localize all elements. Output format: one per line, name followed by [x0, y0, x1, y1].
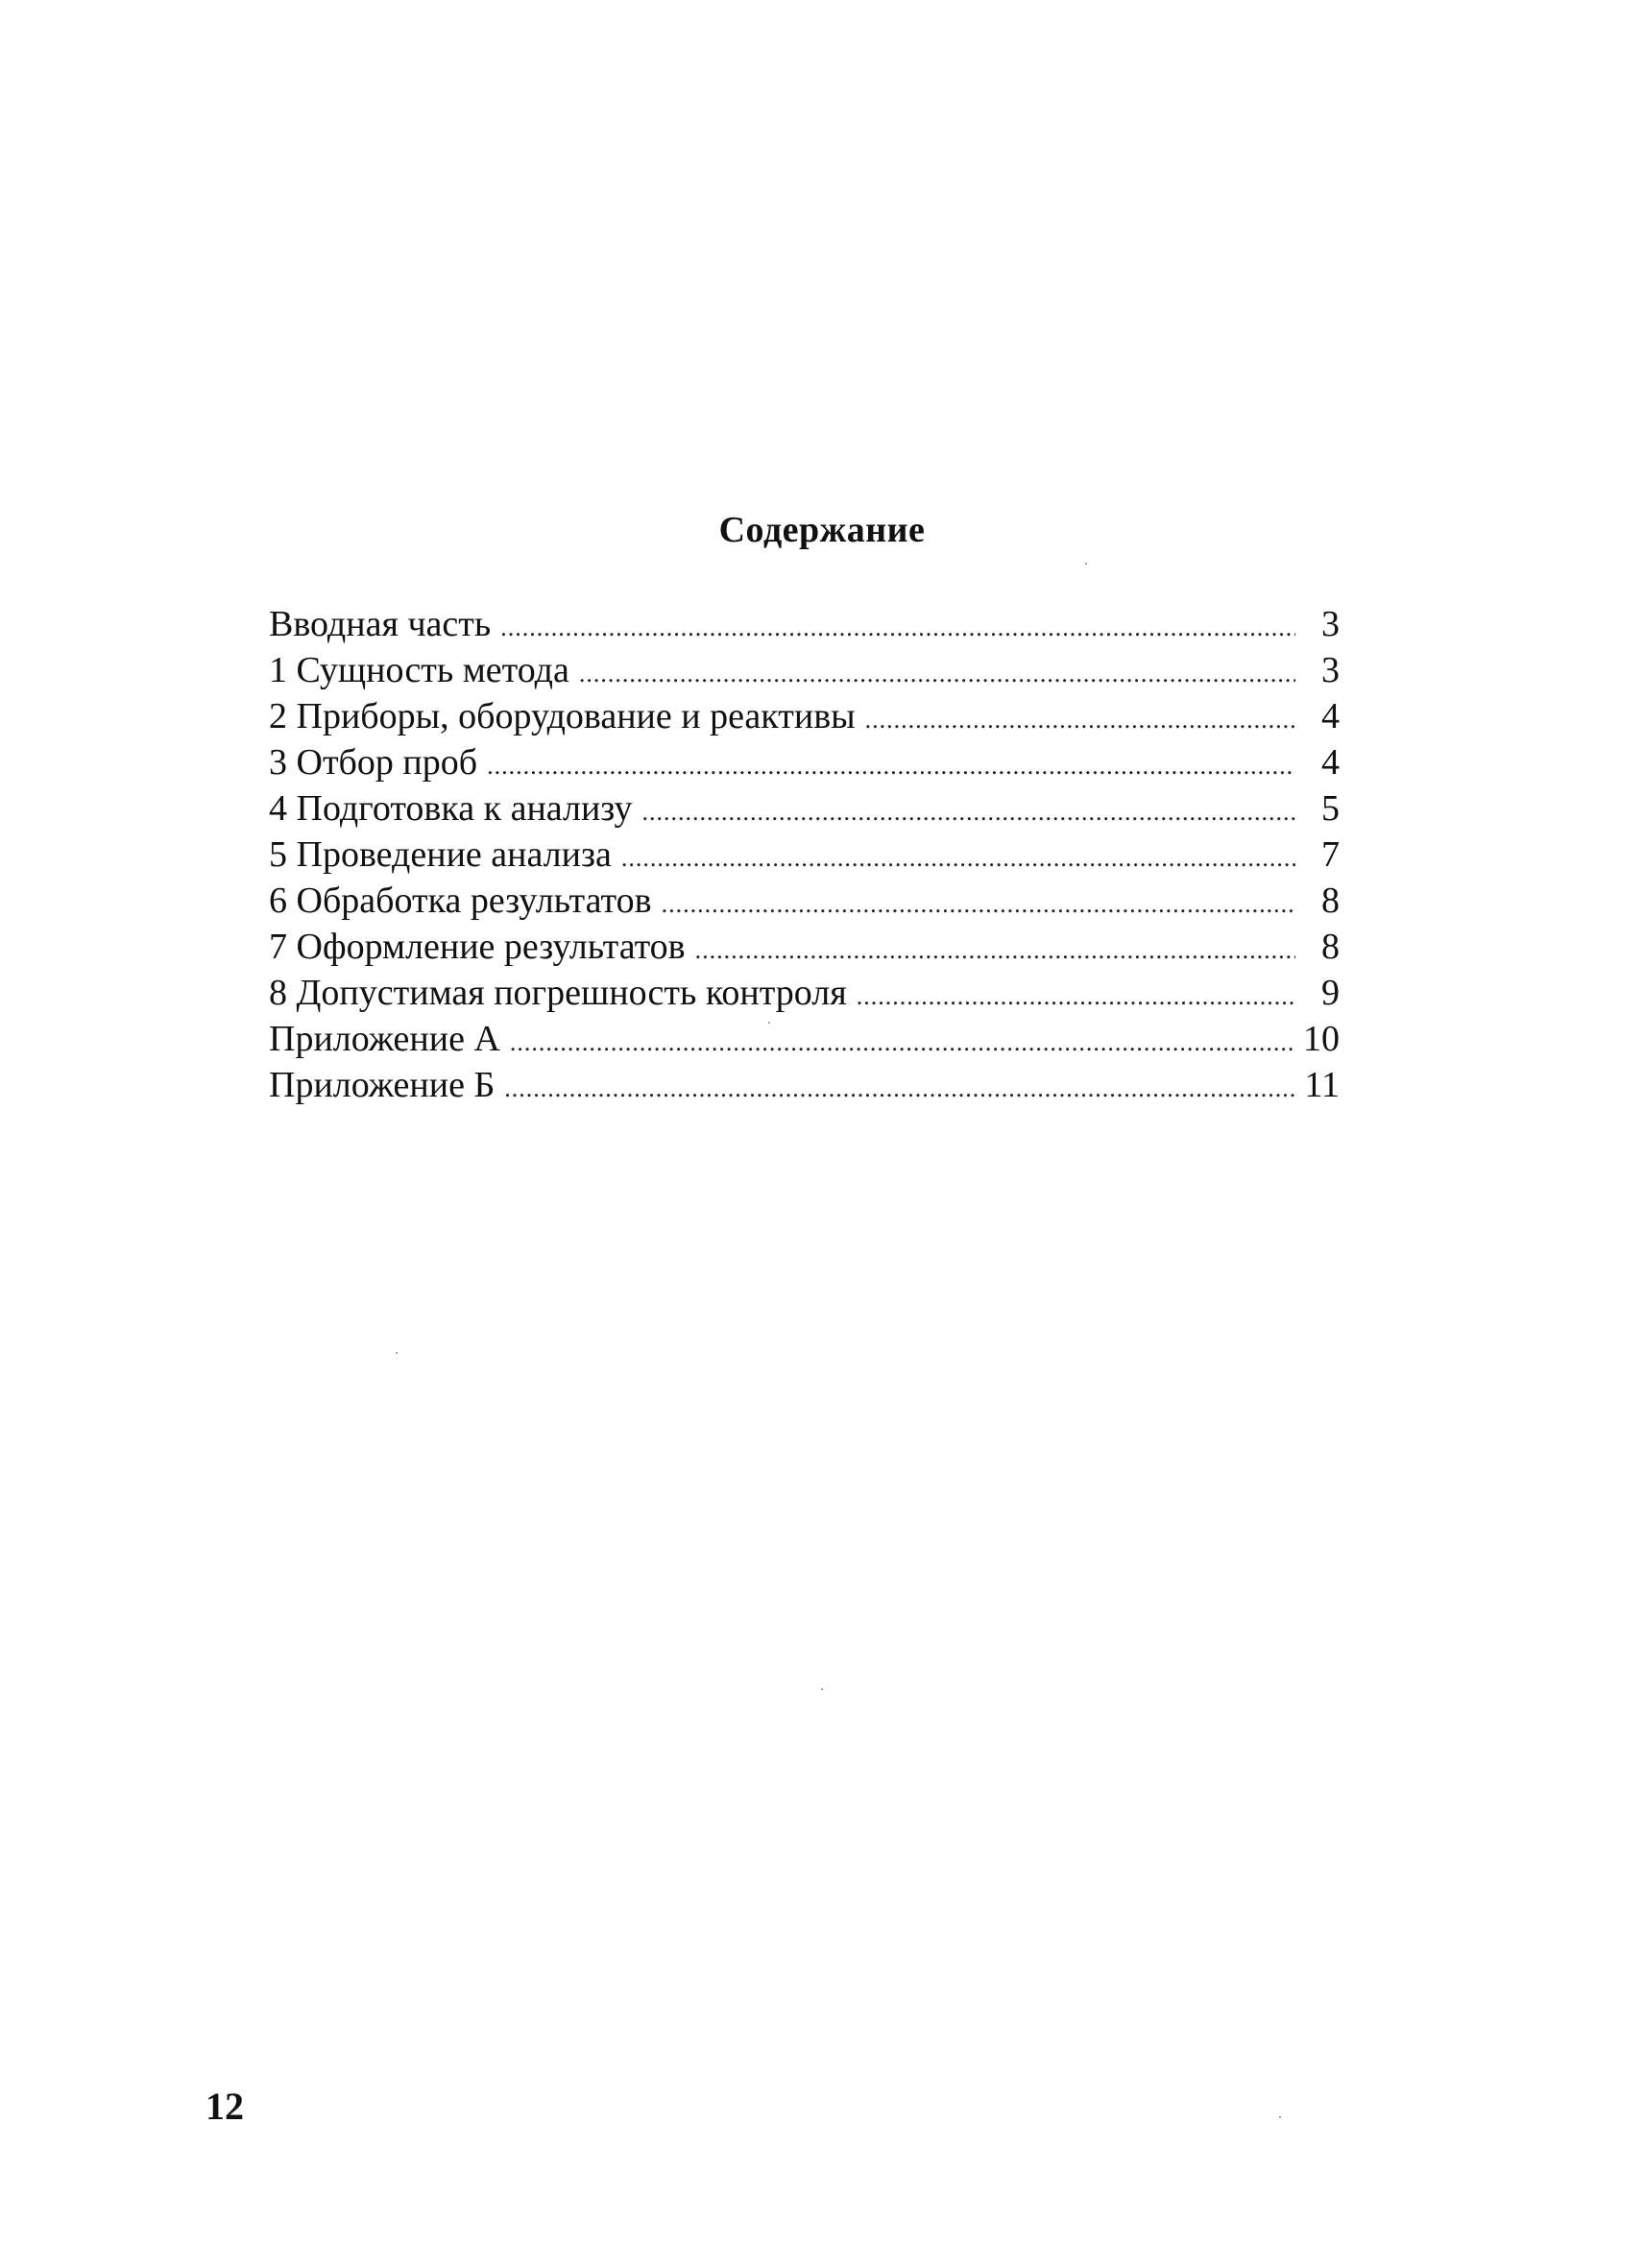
- toc-entry[interactable]: [269, 647, 1340, 693]
- scan-speck: [1085, 563, 1087, 565]
- scan-speck: [396, 1352, 398, 1354]
- toc-entry-label: 6 Обработка результатов: [269, 881, 652, 921]
- toc-dot-leader: [621, 835, 1295, 881]
- toc-dot-leader: [510, 1020, 1295, 1066]
- toc-dot-leader: [500, 605, 1295, 651]
- page-number: 12: [206, 2085, 244, 2128]
- scan-speck: [768, 1022, 770, 1024]
- toc-dot-leader: [857, 974, 1295, 1020]
- toc-entry[interactable]: [269, 601, 1340, 647]
- toc-entry[interactable]: [269, 1016, 1340, 1062]
- toc-entry-label: 5 Проведение анализа: [269, 834, 612, 875]
- toc-entry-page: 7: [1321, 834, 1340, 875]
- toc-entry-label: 2 Приборы, оборудование и реактивы: [269, 696, 856, 736]
- toc-entry-label: 3 Отбор проб: [269, 742, 478, 783]
- toc-dot-leader: [662, 881, 1295, 928]
- toc-entry-label: 7 Оформление результатов: [269, 927, 686, 967]
- toc-entry-label: Вводная часть: [269, 604, 492, 644]
- toc-entry-label: Приложение Б: [269, 1065, 496, 1105]
- toc-entry-page: 4: [1321, 696, 1340, 736]
- toc-entry-page: 8: [1321, 927, 1340, 967]
- toc-dot-leader: [642, 789, 1296, 835]
- table-of-contents: [269, 601, 1340, 1108]
- toc-entry-page: 10: [1303, 1019, 1340, 1059]
- toc-entry[interactable]: [269, 970, 1340, 1016]
- toc-dot-leader: [579, 651, 1295, 697]
- toc-entry[interactable]: [269, 832, 1340, 878]
- scan-speck: [821, 1688, 823, 1690]
- toc-entry[interactable]: [269, 1062, 1340, 1108]
- toc-entry-page: 3: [1321, 650, 1340, 690]
- toc-entry-page: 9: [1321, 973, 1340, 1013]
- toc-entry[interactable]: [269, 785, 1340, 832]
- toc-entry-page: 11: [1304, 1065, 1340, 1105]
- toc-dot-leader: [504, 1066, 1295, 1112]
- toc-entry-label: 4 Подготовка к анализу: [269, 788, 633, 829]
- toc-entry-page: 3: [1321, 604, 1340, 644]
- toc-entry[interactable]: [269, 739, 1340, 785]
- toc-entry-label: Приложение А: [269, 1019, 500, 1059]
- toc-entry[interactable]: [269, 693, 1340, 739]
- toc-dot-leader: [695, 928, 1295, 974]
- toc-entry-label: 1 Сущность метода: [269, 650, 569, 690]
- toc-entry-label: 8 Допустимая погрешность контроля: [269, 973, 847, 1013]
- toc-title: Содержание: [718, 510, 926, 550]
- scan-speck: [1279, 2116, 1281, 2118]
- toc-dot-leader: [487, 743, 1295, 789]
- toc-entry-page: 8: [1321, 881, 1340, 921]
- toc-entry[interactable]: [269, 924, 1340, 970]
- toc-entry[interactable]: [269, 878, 1340, 924]
- toc-dot-leader: [865, 697, 1295, 743]
- toc-entry-page: 4: [1321, 742, 1340, 783]
- toc-entry-page: 5: [1321, 788, 1340, 829]
